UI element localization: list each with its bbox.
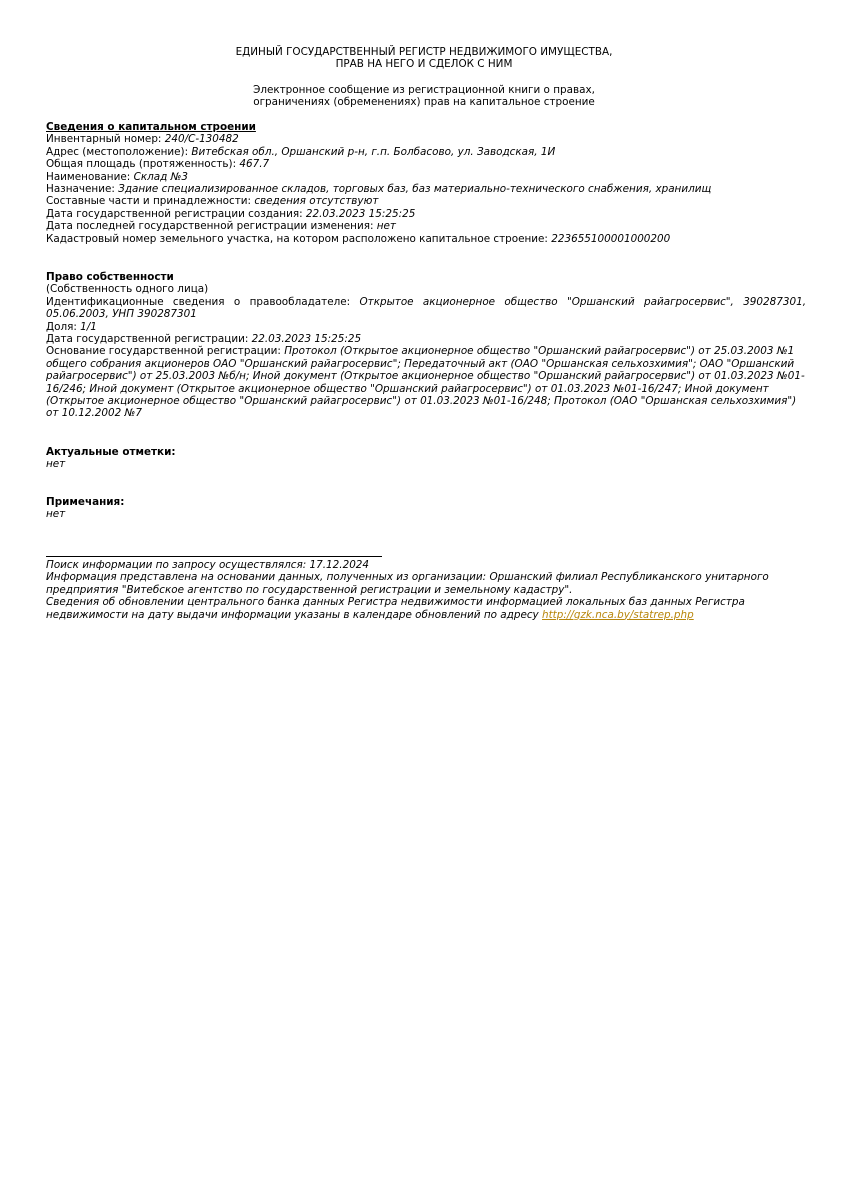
parts-label: Составные части и принадлежности: xyxy=(46,195,255,208)
subheader-line-2: ограничениях (обременениях) прав на капитальное строение xyxy=(253,96,595,109)
statrep-link[interactable]: http://gzk.nca.by/statrep.php xyxy=(542,608,694,621)
notes-section xyxy=(46,496,806,521)
name-value: Склад №3 xyxy=(133,170,189,183)
building-purpose xyxy=(46,183,806,195)
change-date-value: нет xyxy=(376,220,396,233)
current-marks-value: нет xyxy=(46,458,66,471)
ownership-date-label: Дата государственной регистрации: xyxy=(46,333,252,346)
change-date-label: Дата последней государственной регистрации изменения: xyxy=(46,220,377,233)
registration-basis xyxy=(46,345,806,419)
header-line-1: ЕДИНЫЙ ГОСУДАРСТВЕННЫЙ РЕГИСТР НЕДВИЖИМОГО ИМУЩЕСТВА, xyxy=(235,46,613,58)
building-section-title: Сведения о капитальном строении xyxy=(46,121,256,133)
holder-value: Открытое акционерное общество "Оршанский райагросервис", 390287301, 05.06.2003, УНП 390287301 xyxy=(46,295,807,321)
share-label: Доля: xyxy=(46,320,81,333)
creation-date-value: 22.03.2023 15:25:25 xyxy=(305,207,416,220)
creation-registration-date xyxy=(46,208,806,220)
area-value: 467.7 xyxy=(239,158,270,171)
ownership-section xyxy=(46,271,806,420)
basis-value: Протокол (Открытое акционерное общество "Оршанский райагросервис") от 25.03.2003 №1 общего собрания акционеров ОАО "Оршанский райагросервис"; Передаточный акт (ОАО "Оршанская сельхозхимия"; ОАО "Оршанский райагросервис") от 25.03.2003 №б/н; Иной документ (Открытое акционерное общество "Оршанский райагросервис") от 01.03.2023 №01-16/246; Иной документ (Открытое акционерное общество "Оршанский райагросервис") от 01.03.2023 №01-16/247; Иной документ (Открытое акционерное общество "Оршанский райагросервис") от 01.03.2023 №01-16/248; Протокол (ОАО "Оршанская сельхозхимия") от 10.12.2002 №7 xyxy=(46,345,805,420)
creation-date-label: Дата государственной регистрации создания: xyxy=(46,207,306,220)
inventory-label: Инвентарный номер: xyxy=(46,133,165,146)
update-info xyxy=(46,596,806,621)
update-info-text: Сведения об обновлении центрального банка данных Регистра недвижимости информацией локальных баз данных Регистра недвижимости на дату выдачи информации указаны в календаре обновлений по адресу xyxy=(46,596,745,621)
purpose-label: Назначение: xyxy=(46,183,119,196)
cadastral-label: Кадастровый номер земельного участка, на котором расположено капитальное строение: xyxy=(46,232,552,245)
document-footer xyxy=(46,559,806,621)
header-line-2: ПРАВ НА НЕГО И СДЕЛОК С НИМ xyxy=(335,58,513,71)
notes-value: нет xyxy=(46,508,66,521)
last-change-date xyxy=(46,220,806,232)
ownership-section-title: Право собственности xyxy=(46,271,174,283)
total-area xyxy=(46,158,806,170)
current-marks-title: Актуальные отметки: xyxy=(46,446,176,458)
building-name xyxy=(46,171,806,183)
ownership-registration-date xyxy=(46,333,806,345)
purpose-value: Здание специализированное складов, торговых баз, баз материально-технического снабжения, хранилищ xyxy=(118,183,712,196)
basis-label: Основание государственной регистрации: xyxy=(46,345,285,358)
building-section xyxy=(46,121,806,245)
ownership-share xyxy=(46,321,806,333)
address xyxy=(46,146,806,158)
name-label: Наименование: xyxy=(46,170,134,183)
document-header xyxy=(150,46,698,71)
cadastral-value: 223655100001000200 xyxy=(551,232,671,245)
address-value: Витебская обл., Оршанский р-н, г.п. Болбасово, ул. Заводская, 1И xyxy=(191,145,556,158)
inventory-value: 240/C-130482 xyxy=(164,133,239,146)
data-source: Информация представлена на основании данных, полученных из организации: Оршанский филиал Республиканского унитарного предприятия "Витебское агентство по государственной регистрации и земельному кадастру". xyxy=(46,571,769,596)
right-holder-info xyxy=(46,296,806,321)
parts-value: сведения отсутствуют xyxy=(254,195,379,208)
area-label: Общая площадь (протяженность): xyxy=(46,158,240,171)
share-value: 1/1 xyxy=(80,320,97,333)
cadastral-number xyxy=(46,233,806,245)
ownership-date-value: 22.03.2023 15:25:25 xyxy=(251,333,362,346)
current-marks-section xyxy=(46,446,806,471)
address-label: Адрес (местоположение): xyxy=(46,145,192,158)
notes-title: Примечания: xyxy=(46,496,125,508)
subheader-line-1: Электронное сообщение из регистрационной книги о правах, xyxy=(253,84,595,96)
building-parts xyxy=(46,195,806,207)
inventory-number xyxy=(46,133,806,145)
ownership-type: (Собственность одного лица) xyxy=(46,283,209,296)
holder-label: Идентификационные сведения о правообладателе: xyxy=(46,295,360,308)
footer-divider xyxy=(46,556,382,557)
document-subheader xyxy=(150,84,698,109)
search-date: Поиск информации по запросу осуществлялся: 17.12.2024 xyxy=(46,559,370,571)
